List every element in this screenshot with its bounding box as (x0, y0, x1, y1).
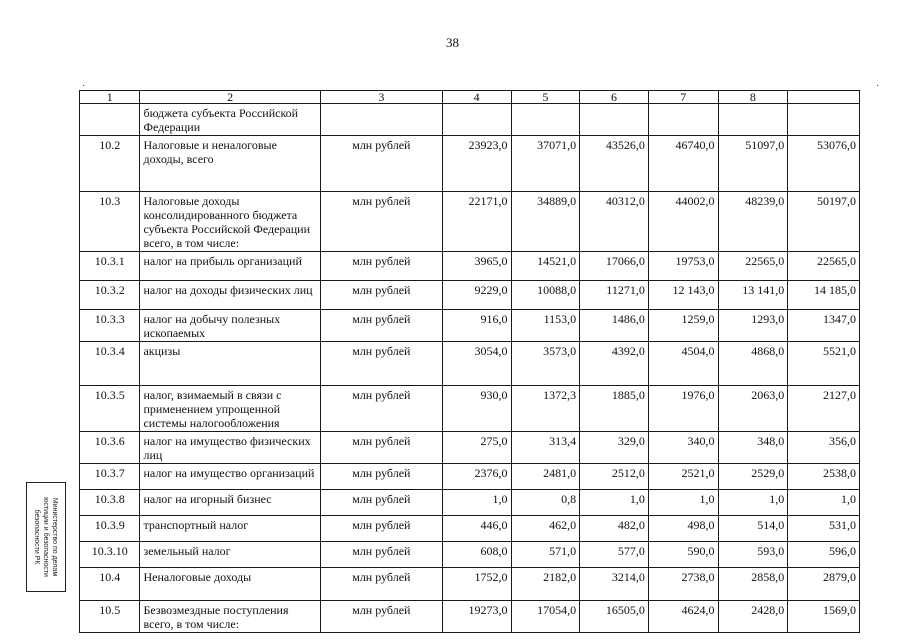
value-cell: 4392,0 (580, 342, 649, 386)
value-cell (648, 104, 718, 136)
row-code-cell: 10.3.3 (80, 310, 140, 342)
row-code-cell: 10.3.9 (80, 516, 140, 542)
unit-cell: млн рублей (320, 516, 442, 542)
value-cell: 17054,0 (511, 601, 580, 633)
value-cell: 3573,0 (511, 342, 580, 386)
value-cell: 14521,0 (511, 252, 580, 281)
value-cell: 593,0 (718, 542, 788, 568)
unit-cell: млн рублей (320, 281, 442, 310)
value-cell: 14 185,0 (788, 281, 860, 310)
value-cell: 2538,0 (788, 464, 860, 490)
column-number-row (80, 91, 860, 104)
value-cell: 10088,0 (511, 281, 580, 310)
value-cell: 2858,0 (718, 568, 788, 601)
value-cell: 2127,0 (788, 386, 860, 432)
value-cell: 916,0 (442, 310, 511, 342)
unit-cell: млн рублей (320, 342, 442, 386)
value-cell: 2182,0 (511, 568, 580, 601)
value-cell: 356,0 (788, 432, 860, 464)
value-cell: 50197,0 (788, 192, 860, 252)
value-cell: 1752,0 (442, 568, 511, 601)
value-cell: 1153,0 (511, 310, 580, 342)
indicator-name-cell: земельный налог (140, 542, 320, 568)
unit-cell: млн рублей (320, 192, 442, 252)
value-cell: 329,0 (580, 432, 649, 464)
value-cell: 531,0 (788, 516, 860, 542)
value-cell: 1486,0 (580, 310, 649, 342)
indicator-name-cell: Налоговые доходы консолидированного бюджета субъекта Российской Федерации всего, в том числе: (140, 192, 320, 252)
value-cell: 53076,0 (788, 136, 860, 192)
row-code-cell: 10.3.4 (80, 342, 140, 386)
value-cell: 2529,0 (718, 464, 788, 490)
value-cell (718, 104, 788, 136)
value-cell: 23923,0 (442, 136, 511, 192)
value-cell: 4624,0 (648, 601, 718, 633)
unit-cell (320, 104, 442, 136)
value-cell: 12 143,0 (648, 281, 718, 310)
value-cell: 40312,0 (580, 192, 649, 252)
stamp-line: юстиции и безопасности (42, 497, 50, 577)
value-cell (580, 104, 649, 136)
indicator-name-cell: налог на имущество физических лиц (140, 432, 320, 464)
value-cell: 51097,0 (718, 136, 788, 192)
row-code-cell: 10.5 (80, 601, 140, 633)
table-row (80, 252, 860, 281)
row-code-cell: 10.3.6 (80, 432, 140, 464)
indicator-name-cell: Неналоговые доходы (140, 568, 320, 601)
row-code-cell: 10.3.5 (80, 386, 140, 432)
value-cell: 2063,0 (718, 386, 788, 432)
table-row (80, 516, 860, 542)
value-cell: 3054,0 (442, 342, 511, 386)
value-cell: 1885,0 (580, 386, 649, 432)
value-cell: 608,0 (442, 542, 511, 568)
indicator-name-cell: налог на игорный бизнес (140, 490, 320, 516)
indicator-name-cell: налог, взимаемый в связи с применением упрощенной системы налогообложения (140, 386, 320, 432)
indicator-name-cell: Налоговые и неналоговые доходы, всего (140, 136, 320, 192)
value-cell: 1,0 (580, 490, 649, 516)
unit-cell: млн рублей (320, 136, 442, 192)
value-cell: 13 141,0 (718, 281, 788, 310)
unit-cell: млн рублей (320, 568, 442, 601)
value-cell: 3214,0 (580, 568, 649, 601)
indicator-name-cell: налог на доходы физических лиц (140, 281, 320, 310)
table-row (80, 490, 860, 516)
unit-cell: млн рублей (320, 310, 442, 342)
table-row (80, 310, 860, 342)
indicator-name-cell: налог на добычу полезных ископаемых (140, 310, 320, 342)
indicator-name-cell: бюджета субъекта Российской Федерации (140, 104, 320, 136)
value-cell: 2512,0 (580, 464, 649, 490)
value-cell: 1,0 (648, 490, 718, 516)
row-code-cell: 10.3.2 (80, 281, 140, 310)
indicator-name-cell: акцизы (140, 342, 320, 386)
value-cell: 11271,0 (580, 281, 649, 310)
column-number-cell (788, 91, 860, 104)
value-cell (511, 104, 580, 136)
value-cell: 16505,0 (580, 601, 649, 633)
value-cell: 3965,0 (442, 252, 511, 281)
table-row (80, 342, 860, 386)
value-cell: 22565,0 (718, 252, 788, 281)
value-cell: 46740,0 (648, 136, 718, 192)
table-row (80, 432, 860, 464)
unit-cell: млн рублей (320, 601, 442, 633)
row-code-cell: 10.2 (80, 136, 140, 192)
value-cell: 2481,0 (511, 464, 580, 490)
unit-cell: млн рублей (320, 490, 442, 516)
value-cell: 1976,0 (648, 386, 718, 432)
value-cell (442, 104, 511, 136)
column-number-cell: 8 (718, 91, 788, 104)
indicator-name-cell: налог на имущество организаций (140, 464, 320, 490)
scan-mark-left: · (82, 81, 86, 92)
value-cell: 1293,0 (718, 310, 788, 342)
unit-cell: млн рублей (320, 432, 442, 464)
row-code-cell: 10.4 (80, 568, 140, 601)
indicator-name-cell: транспортный налог (140, 516, 320, 542)
indicator-name-cell: Безвозмездные поступления всего, в том числе: (140, 601, 320, 633)
value-cell: 4868,0 (718, 342, 788, 386)
column-number-cell: 5 (511, 91, 580, 104)
value-cell: 37071,0 (511, 136, 580, 192)
row-code-cell: 10.3.1 (80, 252, 140, 281)
value-cell: 571,0 (511, 542, 580, 568)
value-cell: 596,0 (788, 542, 860, 568)
stamp-line: Министерство по делам (51, 497, 59, 577)
column-number-cell: 1 (80, 91, 140, 104)
value-cell: 4504,0 (648, 342, 718, 386)
value-cell: 19273,0 (442, 601, 511, 633)
table-row (80, 281, 860, 310)
row-code-cell: 10.3.10 (80, 542, 140, 568)
value-cell: 9229,0 (442, 281, 511, 310)
value-cell: 2376,0 (442, 464, 511, 490)
value-cell: 1347,0 (788, 310, 860, 342)
table-row (80, 192, 860, 252)
value-cell: 1,0 (442, 490, 511, 516)
stamp-line: безопасности РК (33, 509, 41, 565)
column-number-cell: 4 (442, 91, 511, 104)
value-cell: 313,4 (511, 432, 580, 464)
table-row (80, 386, 860, 432)
value-cell: 17066,0 (580, 252, 649, 281)
row-code-cell: 10.3 (80, 192, 140, 252)
row-code-cell (80, 104, 140, 136)
value-cell: 48239,0 (718, 192, 788, 252)
unit-cell: млн рублей (320, 252, 442, 281)
budget-revenue-table (79, 90, 860, 633)
value-cell: 1569,0 (788, 601, 860, 633)
unit-cell: млн рублей (320, 386, 442, 432)
table-row (80, 104, 860, 136)
value-cell: 1,0 (788, 490, 860, 516)
row-code-cell: 10.3.7 (80, 464, 140, 490)
value-cell: 2738,0 (648, 568, 718, 601)
page-number: 38 (446, 35, 459, 50)
value-cell: 2521,0 (648, 464, 718, 490)
unit-cell: млн рублей (320, 464, 442, 490)
value-cell: 577,0 (580, 542, 649, 568)
value-cell: 275,0 (442, 432, 511, 464)
value-cell: 22171,0 (442, 192, 511, 252)
scan-mark-right: · (876, 81, 880, 92)
table-row (80, 464, 860, 490)
value-cell: 514,0 (718, 516, 788, 542)
value-cell: 1,0 (718, 490, 788, 516)
value-cell (788, 104, 860, 136)
value-cell: 930,0 (442, 386, 511, 432)
value-cell: 340,0 (648, 432, 718, 464)
value-cell: 590,0 (648, 542, 718, 568)
value-cell: 34889,0 (511, 192, 580, 252)
column-number-cell: 3 (320, 91, 442, 104)
value-cell: 5521,0 (788, 342, 860, 386)
registration-stamp (26, 482, 66, 592)
value-cell: 446,0 (442, 516, 511, 542)
value-cell: 482,0 (580, 516, 649, 542)
value-cell: 19753,0 (648, 252, 718, 281)
row-code-cell: 10.3.8 (80, 490, 140, 516)
indicator-name-cell: налог на прибыль организаций (140, 252, 320, 281)
value-cell: 462,0 (511, 516, 580, 542)
column-number-cell: 6 (580, 91, 649, 104)
value-cell: 498,0 (648, 516, 718, 542)
value-cell: 0,8 (511, 490, 580, 516)
table-row (80, 542, 860, 568)
unit-cell: млн рублей (320, 542, 442, 568)
table-row (80, 601, 860, 633)
value-cell: 44002,0 (648, 192, 718, 252)
table-row (80, 136, 860, 192)
value-cell: 43526,0 (580, 136, 649, 192)
value-cell: 2879,0 (788, 568, 860, 601)
value-cell: 1259,0 (648, 310, 718, 342)
value-cell: 348,0 (718, 432, 788, 464)
table-row (80, 568, 860, 601)
column-number-cell: 7 (648, 91, 718, 104)
column-number-cell: 2 (140, 91, 320, 104)
value-cell: 1372,3 (511, 386, 580, 432)
value-cell: 2428,0 (718, 601, 788, 633)
value-cell: 22565,0 (788, 252, 860, 281)
